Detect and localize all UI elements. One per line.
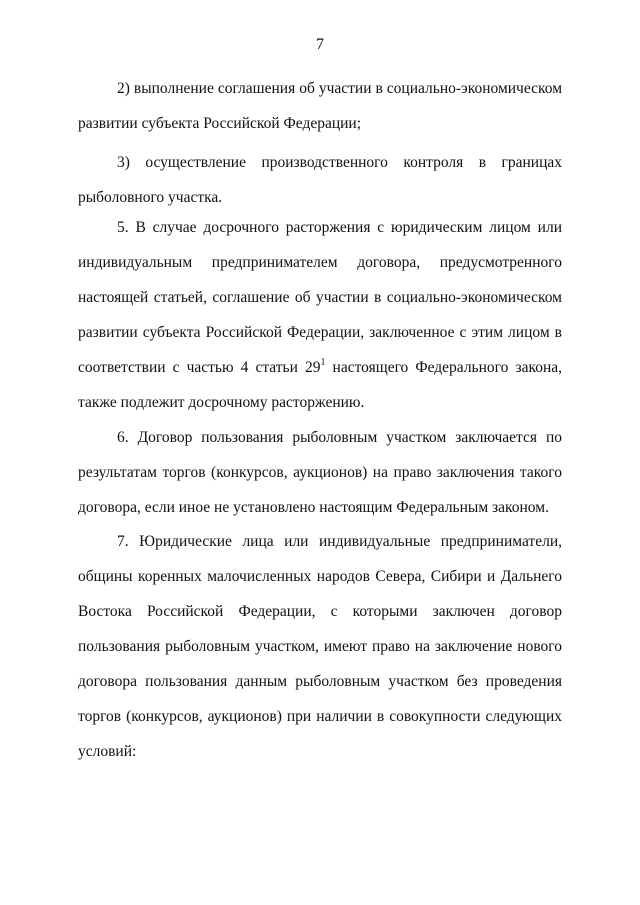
paragraph-section-5: [78, 210, 562, 420]
paragraph-section-5-text-before: 5. В случае досрочного расторжения с юридическим лицом или индивидуальным предпринимателем договора, предусмотренного настоящей статьей, соглашение об участии в социально-экономическом развитии субъекта Российской Федерации, заключенное с этим лицом в соответствии с частью 4 статьи 29: [78, 219, 562, 376]
paragraph-section-7: 7. Юридические лица или индивидуальные предприниматели, общины коренных малочисленных народов Севера, Сибири и Дальнего Востока Российской Федерации, с которыми заключен договор пользования рыболовным участком, имеют право на заключение нового договора пользования данным рыболовным участком без проведения торгов (конкурсов, аукционов) при наличии в совокупности следующих условий:: [78, 533, 562, 760]
paragraph-section-6: 6. Договор пользования рыболовным участком заключается по результатам торгов (конкурсов, аукционов) на право заключения такого договора, если иное не установлено настоящим Федеральным законом.: [78, 429, 562, 516]
paragraph-item-3: 3) осуществление производственного контроля в границах рыболовного участка.: [78, 154, 562, 206]
paragraph-section-5-text-after: настоящего Федерального закона, также подлежит досрочному расторжению.: [78, 359, 562, 411]
paragraph-item-2: 2) выполнение соглашения об участии в социально-экономическом развитии субъекта Российской Федерации;: [78, 80, 562, 132]
article-superscript: 1: [320, 357, 326, 368]
page-number: 7: [316, 36, 324, 53]
